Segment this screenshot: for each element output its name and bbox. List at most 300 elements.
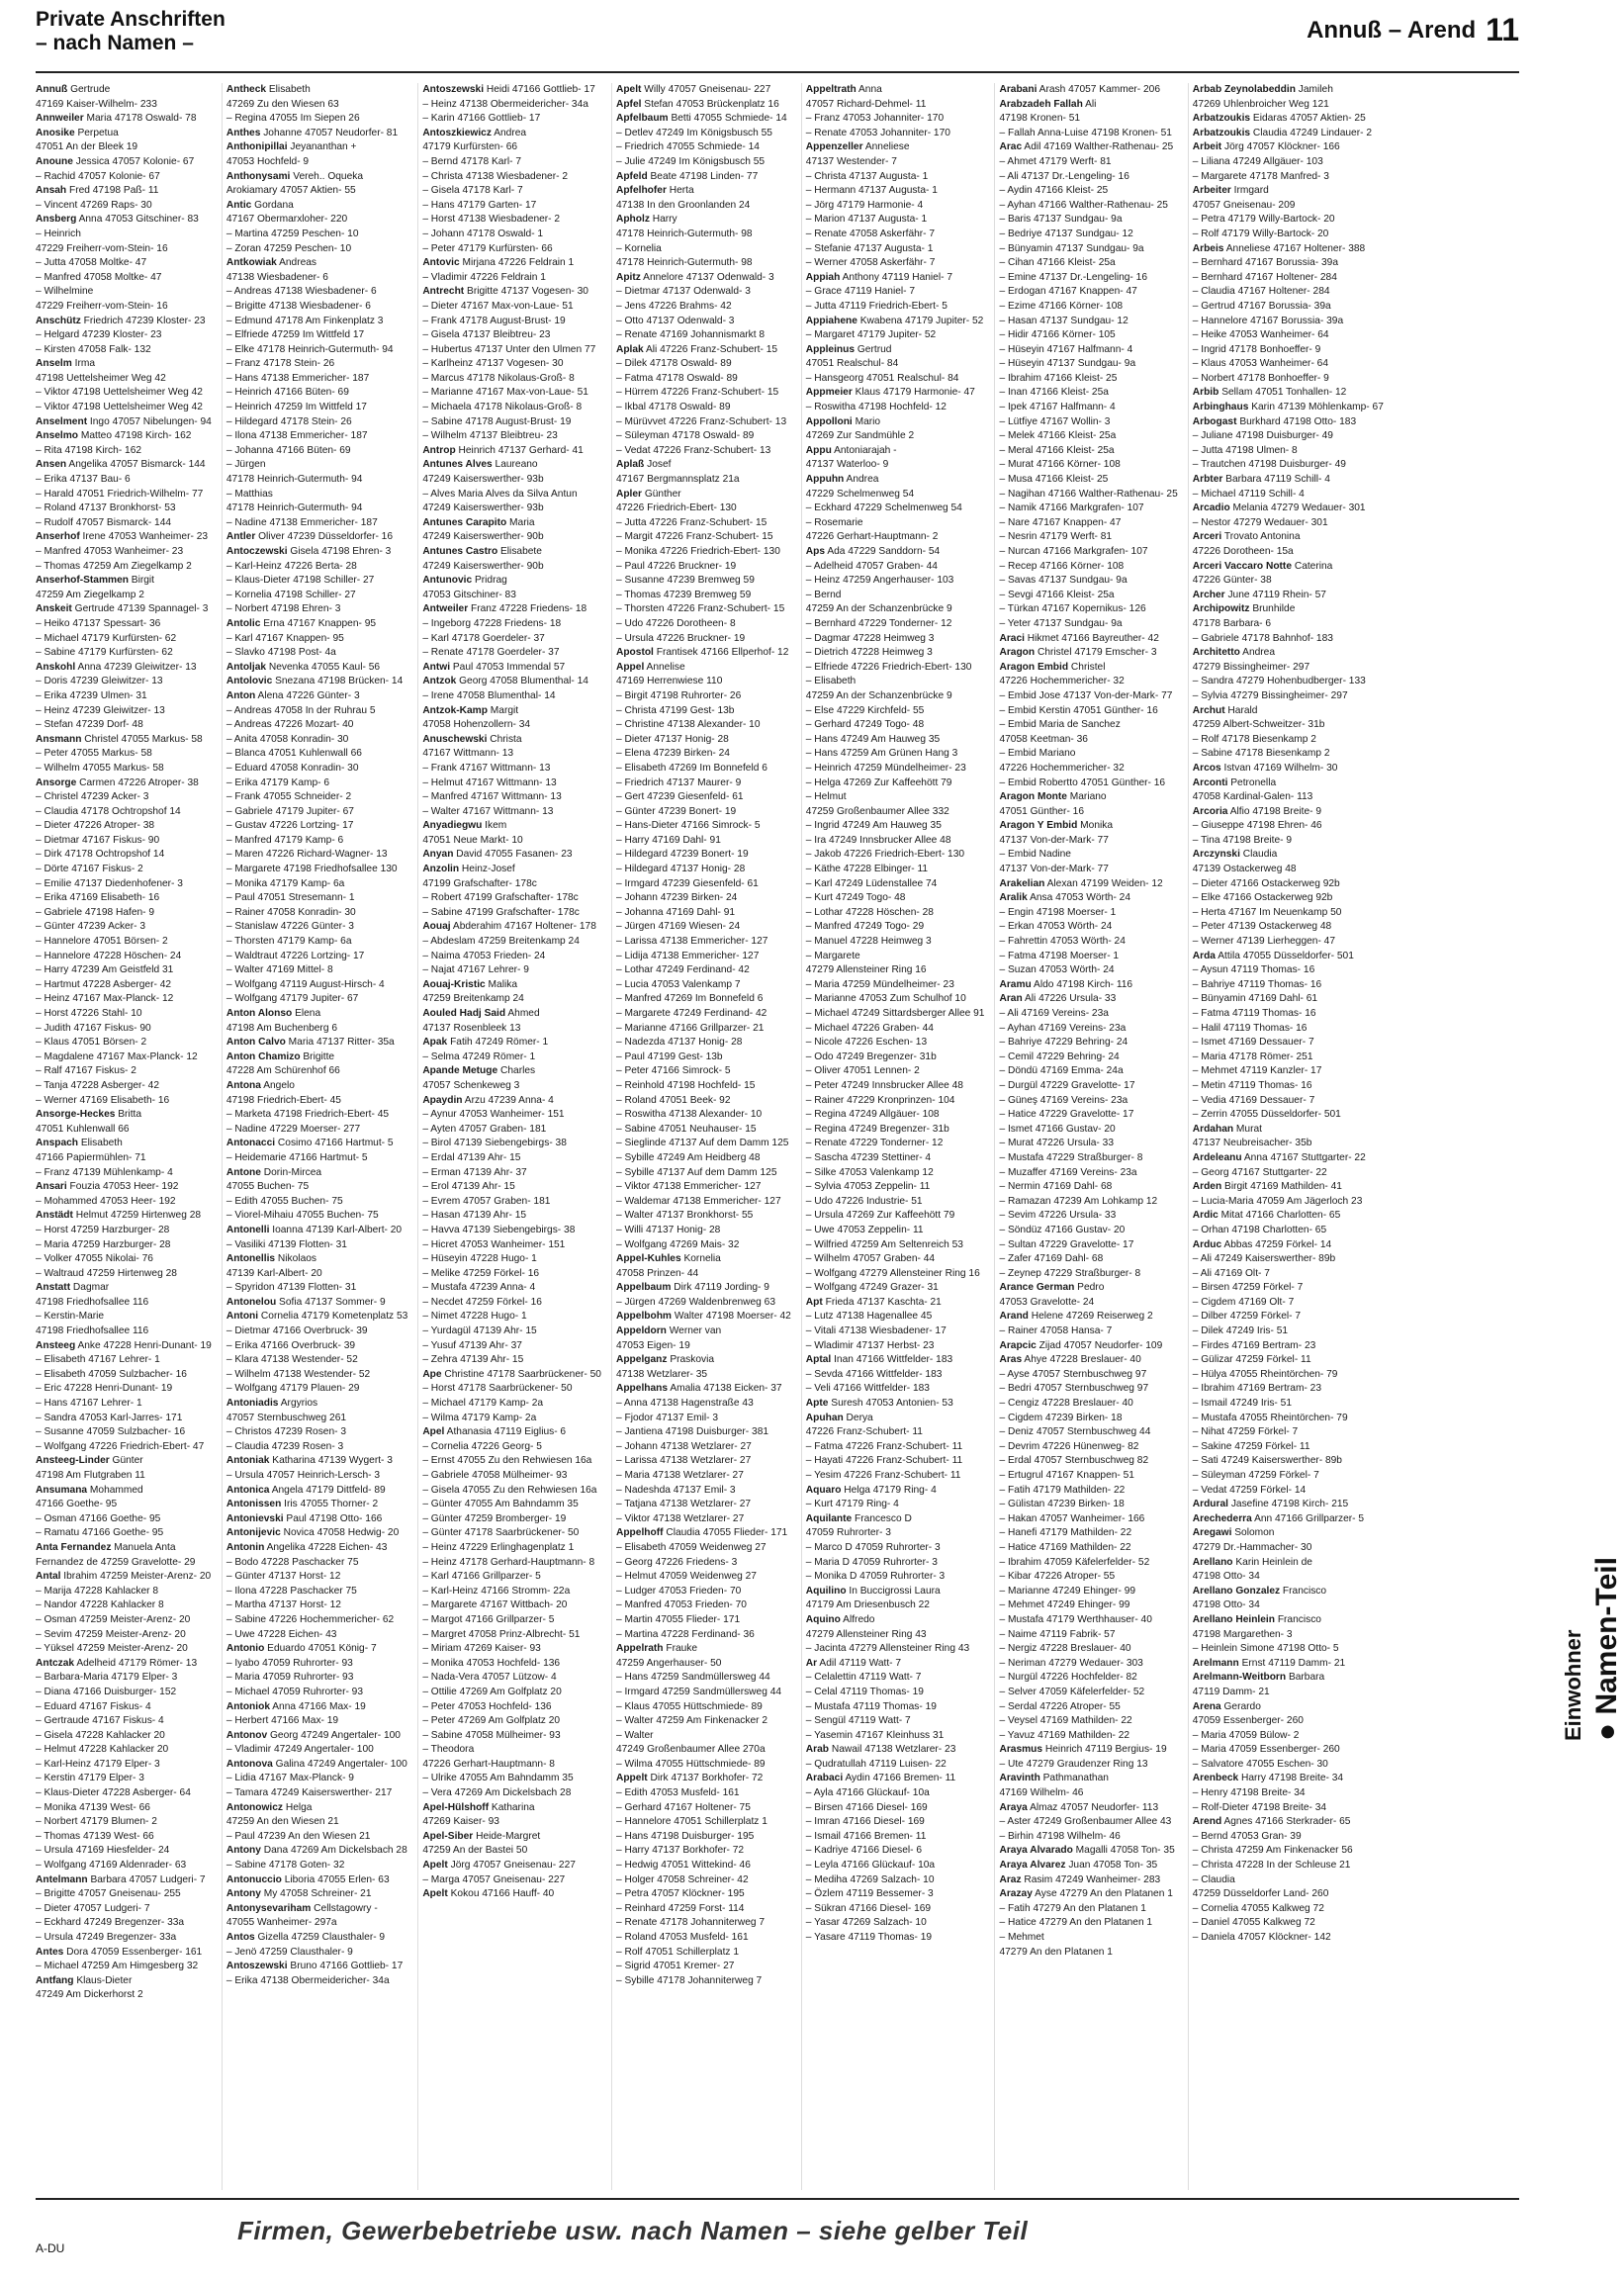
- entry-details: Abbas 47259 Förkel- 14: [1221, 1238, 1332, 1250]
- directory-entry: [422, 661, 601, 676]
- directory-entry: [616, 83, 791, 98]
- entry-details: 47259 An der Schanzenbrücke 9: [805, 603, 952, 615]
- entry-details: Klaus-Dieter: [73, 1974, 133, 1986]
- directory-entry: [806, 199, 985, 214]
- entry-details: Margit: [487, 704, 519, 716]
- directory-entry: [999, 1022, 1177, 1037]
- directory-entry: [1193, 242, 1384, 257]
- entry-details: – Viktor 47138 Wetzlarer- 27: [615, 1512, 745, 1524]
- directory-entry: [999, 83, 1177, 98]
- entry-surname: Antony: [226, 1845, 261, 1857]
- entry-details: 47228 Am Schürenhof 66: [226, 1065, 340, 1077]
- directory-entry: [999, 906, 1177, 921]
- directory-entry: [36, 1412, 212, 1426]
- entry-details: – Juliane 47198 Duisburger- 49: [1192, 430, 1333, 442]
- entry-details: Dirk 47137 Borkhofer- 72: [647, 1773, 764, 1784]
- entry-details: 47167 Bergmannsplatz 21a: [615, 474, 740, 486]
- directory-entry: [36, 458, 212, 473]
- footer-notice: Firmen, Gewerbebetriebe usw. nach Namen – siehe gelber Teil: [237, 2216, 1029, 2245]
- directory-entry: [806, 1570, 985, 1585]
- directory-entry: [806, 574, 985, 589]
- directory-entry: [616, 1671, 791, 1686]
- directory-entry: [36, 285, 212, 300]
- entry-details: 47137 Neubreisacher- 35b: [1192, 1138, 1312, 1149]
- directory-entry: [616, 1137, 791, 1151]
- directory-entry: [806, 689, 985, 704]
- entry-details: 47178 Heinrich-Gutermuth- 94: [226, 474, 363, 486]
- directory-entry: [36, 1815, 212, 1830]
- entry-details: – Silke 47053 Valenkamp 12: [805, 1166, 934, 1178]
- entry-details: – Nurcan 47166 Markgrafen- 107: [999, 546, 1148, 557]
- directory-entry: [226, 863, 407, 877]
- directory-entry: [806, 1195, 985, 1210]
- entry-details: – Magdalene 47167 Max-Planck- 12: [36, 1050, 198, 1062]
- entry-details: – Manfred 47249 Togo- 29: [805, 921, 925, 933]
- directory-entry: [999, 675, 1177, 689]
- directory-entry: [806, 589, 985, 603]
- directory-entry: [226, 1671, 407, 1686]
- directory-entry: [422, 733, 601, 748]
- directory-entry: [999, 1050, 1177, 1065]
- entry-surname: Apt: [805, 1296, 823, 1308]
- directory-entry: [999, 762, 1177, 776]
- entry-details: – Werner 47139 Lierheggen- 47: [1192, 936, 1336, 948]
- directory-entry: [616, 242, 791, 257]
- directory-entry: [806, 1772, 985, 1786]
- directory-entry: [422, 458, 601, 473]
- directory-entry: [226, 1425, 407, 1440]
- entry-surname: Arelmann: [1192, 1657, 1239, 1669]
- entry-details: – Aydin 47166 Kleist- 25: [999, 185, 1109, 197]
- directory-entry: [226, 1324, 407, 1339]
- entry-details: 47167 Wittmann- 13: [422, 748, 514, 760]
- directory-entry: [422, 1859, 601, 1873]
- entry-details: – Harald 47051 Friedrich-Wilhelm- 77: [36, 488, 204, 500]
- entry-details: Anna 47166 Max- 19: [269, 1700, 366, 1712]
- directory-entry: [999, 415, 1177, 430]
- directory-entry: [999, 112, 1177, 127]
- entry-details: Dana 47269 Am Dickelsbach 28: [260, 1845, 407, 1857]
- directory-entry: [422, 1108, 601, 1123]
- entry-details: – Ute 47279 Graudenzer Ring 13: [999, 1758, 1148, 1770]
- directory-entry: [226, 170, 407, 185]
- entry-surname: Antes: [36, 1946, 64, 1958]
- entry-details: – Salvatore 47055 Eschen- 30: [1192, 1758, 1328, 1770]
- entry-details: – Tina 47198 Breite- 9: [1192, 834, 1293, 846]
- entry-surname: Antonov: [226, 1729, 268, 1741]
- directory-entry: [36, 935, 212, 950]
- directory-entry: [999, 1671, 1177, 1686]
- directory-entry: [999, 1931, 1177, 1946]
- directory-entry: [1193, 458, 1384, 473]
- entry-surname: Araz: [999, 1873, 1022, 1885]
- directory-entry: [226, 242, 407, 257]
- directory-entry: [806, 978, 985, 993]
- directory-entry: [999, 98, 1177, 113]
- directory-entry: [1193, 1036, 1384, 1050]
- entry-surname: Arbib: [1192, 387, 1219, 399]
- entry-details: – Reinhold 47198 Hochfeld- 15: [615, 1079, 756, 1091]
- entry-details: – Ulrike 47055 Am Bahndamm 35: [422, 1773, 574, 1784]
- entry-details: – Manfred 47167 Wittmann- 13: [422, 791, 562, 803]
- entry-details: Gordana: [251, 199, 294, 211]
- entry-surname: Anzolin: [422, 864, 460, 875]
- directory-entry: [616, 1556, 791, 1571]
- directory-entry: [1193, 1556, 1384, 1571]
- entry-surname: Anta Fernandez: [36, 1541, 112, 1553]
- page-header: [36, 8, 1519, 69]
- directory-entry: [36, 140, 212, 155]
- directory-entry: [806, 733, 985, 748]
- entry-surname: Ansah: [36, 185, 67, 197]
- directory-entry: [616, 877, 791, 892]
- entry-surname: Antony: [226, 1888, 261, 1900]
- directory-entry: [422, 1425, 601, 1440]
- entry-details: – Karin 47166 Gottlieb- 17: [422, 113, 541, 125]
- directory-entry: [226, 328, 407, 343]
- directory-entry: [226, 1224, 407, 1238]
- directory-entry: [999, 1743, 1177, 1758]
- entry-details: – Wolfgang 47279 Allensteiner Ring 16: [805, 1267, 980, 1279]
- directory-entry: [36, 646, 212, 661]
- entry-surname: Antic: [226, 199, 252, 211]
- entry-details: – Thorsten 47226 Franz-Schubert- 15: [615, 603, 785, 615]
- entry-details: – Hildegard 47137 Honig- 28: [615, 864, 746, 875]
- entry-details: Paul 47198 Otto- 166: [283, 1512, 383, 1524]
- directory-entry: [999, 1598, 1177, 1613]
- entry-details: 47226 Gerhart-Hauptmann- 2: [805, 531, 939, 543]
- directory-entry: [226, 315, 407, 329]
- entry-details: – Margarete 47249 Ferdinand- 42: [615, 1008, 767, 1019]
- directory-entry: [36, 1339, 212, 1354]
- entry-details: – Else 47229 Kirchfeld- 55: [805, 704, 925, 716]
- directory-entry: [616, 213, 791, 228]
- entry-details: Kornelia: [680, 1253, 721, 1265]
- entry-surname: Arbatzoukis: [1192, 113, 1251, 125]
- entry-surname: Appu: [805, 444, 832, 456]
- directory-entry: [36, 98, 212, 113]
- entry-details: – Bernd 47053 Gran- 39: [1192, 1830, 1302, 1842]
- entry-details: 47137 Rosenbleek 13: [422, 1022, 521, 1034]
- directory-entry: [226, 1526, 407, 1541]
- entry-details: 47269 Uhlenbroicher Weg 121: [1192, 98, 1329, 110]
- directory-entry: [422, 1007, 601, 1022]
- entry-surname: Anspach: [36, 1138, 79, 1149]
- entry-surname: Anoune: [36, 155, 73, 167]
- directory-entry: [1193, 1412, 1384, 1426]
- entry-details: – Erdal 47139 Ahr- 15: [422, 1151, 521, 1163]
- entry-details: Jasefine 47198 Kirch- 215: [1228, 1499, 1349, 1510]
- directory-entry: [616, 675, 791, 689]
- entry-details: – Cornelia 47055 Kalkweg 72: [1192, 1902, 1324, 1914]
- entry-details: – Yavuz 47169 Mathilden- 22: [999, 1729, 1130, 1741]
- directory-entry: [616, 1541, 791, 1556]
- entry-details: – Ingrid 47249 Am Hauweg 35: [805, 820, 942, 832]
- entry-surname: Arcoria: [1192, 805, 1228, 817]
- entry-surname: Aplaß: [615, 459, 645, 471]
- directory-entry: [999, 386, 1177, 401]
- directory-entry: [36, 1484, 212, 1499]
- directory-entry: [36, 1743, 212, 1758]
- directory-entry: [616, 1440, 791, 1455]
- entry-details: – Eckhard 47229 Schelmenweg 54: [805, 502, 962, 514]
- entry-details: Anna 47167 Stuttgarter- 22: [1241, 1151, 1366, 1163]
- entry-details: – Ali 47169 Olt- 7: [1192, 1267, 1270, 1279]
- entry-details: – Yusuf 47139 Ahr- 37: [422, 1339, 522, 1351]
- entry-details: – Margret 47058 Prinz-Albrecht- 51: [422, 1628, 581, 1640]
- entry-details: 47051 Günther- 16: [999, 805, 1084, 817]
- directory-entry: [36, 805, 212, 820]
- directory-entry: [422, 1556, 601, 1571]
- directory-entry: [999, 1079, 1177, 1094]
- entry-details: – Yeter 47137 Sundgau- 9a: [999, 617, 1123, 629]
- directory-entry: [226, 1801, 407, 1816]
- entry-details: – Ursula 47249 Bregenzer- 33a: [36, 1932, 177, 1943]
- entry-details: – Johann 47239 Birken- 24: [615, 892, 738, 904]
- directory-entry: [616, 1310, 791, 1324]
- entry-details: – Neriman 47279 Wedauer- 303: [999, 1657, 1143, 1669]
- directory-entry: [1193, 1729, 1384, 1744]
- entry-details: – Mehmet 47119 Kanzler- 17: [1192, 1065, 1322, 1077]
- entry-details: – Dieter 47226 Atroper- 38: [36, 820, 155, 832]
- entry-details: – Kibar 47226 Atroper- 55: [999, 1571, 1116, 1583]
- directory-entry: [806, 819, 985, 834]
- entry-details: – Sandra 47053 Karl-Jarres- 171: [36, 1412, 183, 1423]
- directory-entry: [422, 1412, 601, 1426]
- directory-entry: [422, 444, 601, 459]
- entry-details: – Dagmar 47228 Heimweg 3: [805, 632, 935, 644]
- entry-details: – Fatma 47226 Franz-Schubert- 11: [805, 1440, 963, 1452]
- directory-entry: [226, 1556, 407, 1571]
- entry-surname: Apel-Hülshoff: [422, 1801, 490, 1813]
- directory-entry: [616, 1007, 791, 1022]
- directory-entry: [422, 992, 601, 1007]
- directory-entry: [1193, 357, 1384, 372]
- entry-details: – Meral 47166 Kleist- 25a: [999, 444, 1115, 456]
- entry-details: – Ali 47137 Dr.-Lengeling- 16: [999, 170, 1129, 182]
- entry-details: Jeyananthan +: [287, 141, 357, 153]
- entry-details: – Marketa 47198 Friedrich-Ebert- 45: [226, 1109, 390, 1121]
- directory-entry: [226, 704, 407, 719]
- entry-details: – Kurt 47249 Togo- 48: [805, 892, 906, 904]
- entry-surname: Anselm: [36, 358, 72, 370]
- entry-surname: Aquilante: [805, 1512, 853, 1524]
- entry-details: 47259 Angerhauser- 50: [615, 1657, 722, 1669]
- directory-entry: [422, 963, 601, 978]
- entry-details: – Viorel-Mihaiu 47055 Buchen- 75: [226, 1210, 379, 1222]
- entry-details: 47259 Großenbaumer Allee 332: [805, 805, 949, 817]
- directory-entry: [616, 1786, 791, 1801]
- entry-details: – Monika 47139 West- 66: [36, 1801, 150, 1813]
- directory-entry: [1193, 1671, 1384, 1686]
- entry-details: – Sandra 47279 Hohenbudberger- 133: [1192, 676, 1366, 687]
- directory-entry: [422, 112, 601, 127]
- entry-details: – Heinrich 47166 Büten- 69: [226, 387, 349, 399]
- entry-details: – Nare 47167 Knappen- 47: [999, 516, 1122, 528]
- entry-surname: Antoniadis: [226, 1398, 279, 1410]
- directory-entry: [36, 602, 212, 617]
- entry-details: – Stanislaw 47226 Günter- 3: [226, 921, 354, 933]
- directory-entry: [999, 589, 1177, 603]
- entry-details: 47138 Wiesbadener- 6: [226, 271, 328, 283]
- directory-entry: [999, 1007, 1177, 1022]
- directory-entry: [226, 1585, 407, 1599]
- entry-details: – Harry 47137 Borkhofer- 72: [615, 1845, 745, 1857]
- entry-details: Ahye 47228 Breslauer- 40: [1022, 1354, 1141, 1366]
- directory-entry: [806, 1541, 985, 1556]
- entry-details: – Günter 47239 Bonert- 19: [615, 805, 737, 817]
- entry-details: – Monika D 47059 Ruhrorter- 3: [805, 1571, 946, 1583]
- entry-details: – Nada-Vera 47057 Lützow- 4: [422, 1672, 557, 1684]
- entry-details: – Recep 47166 Körner- 108: [999, 560, 1125, 572]
- entry-details: – Wilhelm 47055 Markus- 58: [36, 762, 164, 774]
- directory-entry: [1193, 1382, 1384, 1397]
- directory-entry: [616, 589, 791, 603]
- entry-surname: Aquino: [805, 1613, 841, 1625]
- entry-details: – Alves Maria Alves da Silva Antun: [422, 488, 578, 500]
- directory-entry: [999, 1556, 1177, 1571]
- directory-column: [222, 83, 407, 2190]
- entry-details: – Manfred 47269 Im Bonnefeld 6: [615, 993, 764, 1005]
- entry-surname: Arelmann-Weitborn: [1192, 1672, 1287, 1684]
- entry-details: – Miriam 47269 Kaiser- 93: [422, 1643, 541, 1655]
- entry-details: – Fatih 47179 Mathilden- 22: [999, 1484, 1126, 1496]
- entry-details: Gisela 47198 Ehren- 3: [287, 546, 392, 557]
- entry-surname: Arellano Gonzalez: [1192, 1585, 1281, 1597]
- directory-entry: [616, 516, 791, 531]
- header-rule: [36, 71, 1519, 73]
- directory-entry: [999, 213, 1177, 228]
- entry-surname: Ansberg: [36, 214, 77, 226]
- directory-entry: [616, 704, 791, 719]
- entry-surname: Appel: [615, 661, 645, 673]
- directory-entry: [999, 1454, 1177, 1469]
- directory-entry: [806, 1296, 985, 1311]
- entry-details: – Claudia 47167 Holtener- 284: [1192, 286, 1330, 298]
- directory-entry: [1193, 978, 1384, 993]
- entry-surname: Ansen: [36, 459, 67, 471]
- entry-details: – Sabine 47199 Grafschafter- 178c: [422, 906, 580, 918]
- entry-details: – Eckhard 47249 Bregenzer- 33a: [36, 1917, 185, 1929]
- directory-entry: [616, 1657, 791, 1672]
- entry-details: 47057 Richard-Dehmel- 11: [805, 98, 927, 110]
- directory-entry: [1193, 1916, 1384, 1931]
- directory-entry: [806, 1454, 985, 1469]
- side-tab-line1: Einwohner: [1561, 1629, 1585, 1741]
- entry-details: – Karl-Heinz 47226 Berta- 28: [226, 560, 357, 572]
- entry-surname: Arceri Vaccaro Notte: [1192, 560, 1292, 572]
- entry-details: – Havva 47139 Siebengebirgs- 38: [422, 1224, 576, 1235]
- entry-surname: Ansari: [36, 1181, 67, 1193]
- entry-details: – Vedat 47259 Förkel- 14: [1192, 1484, 1307, 1496]
- directory-entry: [806, 1397, 985, 1412]
- directory-entry: [1193, 256, 1384, 271]
- entry-details: – Karl-Heinz 47179 Elper- 3: [36, 1758, 160, 1770]
- directory-entry: [36, 1498, 212, 1512]
- directory-entry: [616, 1613, 791, 1628]
- entry-details: – Ursula 47269 Zur Kaffeehött 79: [805, 1210, 955, 1222]
- directory-entry: [1193, 1296, 1384, 1311]
- directory-entry: [1193, 1498, 1384, 1512]
- directory-entry: [422, 863, 601, 877]
- entry-details: – Manfred 47058 Moltke- 47: [36, 271, 162, 283]
- entry-details: – Peter 47053 Hochfeld- 136: [422, 1700, 552, 1712]
- entry-surname: Architetto: [1192, 647, 1240, 659]
- entry-details: Sofia 47137 Sommer- 9: [276, 1296, 386, 1308]
- directory-entry: [36, 891, 212, 906]
- directory-entry: [422, 1772, 601, 1786]
- entry-details: – Fahrettin 47053 Wörth- 24: [999, 936, 1126, 948]
- directory-entry: [999, 1180, 1177, 1195]
- directory-entry: [616, 1151, 791, 1166]
- entry-details: 47226 Günter- 38: [1192, 575, 1272, 587]
- entry-details: – Devrim 47226 Hünenweg- 82: [999, 1440, 1139, 1452]
- entry-details: 47259 Albert-Schweitzer- 31b: [1192, 719, 1325, 731]
- directory-entry: [36, 1598, 212, 1613]
- entry-details: – Detlev 47249 Im Königsbusch 55: [615, 127, 772, 138]
- entry-details: – Christa 47228 In der Schleuse 21: [1192, 1860, 1351, 1872]
- directory-entry: [806, 1758, 985, 1773]
- entry-details: – Eduard 47058 Konradin- 30: [226, 762, 359, 774]
- entry-details: – Veysel 47169 Mathilden- 22: [999, 1715, 1132, 1727]
- entry-details: – Gisela 47055 Zu den Rehwiesen 16a: [422, 1484, 597, 1496]
- directory-entry: [422, 1498, 601, 1512]
- entry-details: – Paul 47226 Bruckner- 19: [615, 560, 737, 572]
- directory-entry: [999, 1137, 1177, 1151]
- entry-details: – Lothar 47228 Höschen- 28: [805, 906, 934, 918]
- entry-details: Ioanna 47139 Karl-Albert- 20: [269, 1224, 403, 1235]
- directory-entry: [616, 140, 791, 155]
- directory-entry: [616, 935, 791, 950]
- directory-entry: [1193, 1397, 1384, 1412]
- entry-details: – Udo 47226 Dorotheen- 8: [615, 617, 736, 629]
- directory-entry: [999, 1498, 1177, 1512]
- entry-details: – Thorsten 47179 Kamp- 6a: [226, 936, 352, 948]
- entry-details: – Wolfgang 47249 Grazer- 31: [805, 1282, 939, 1294]
- entry-surname: Antunovic: [422, 575, 473, 587]
- entry-details: – Nicole 47226 Eschen- 13: [805, 1037, 928, 1049]
- directory-entry: [226, 1743, 407, 1758]
- entry-details: – Monika 47179 Kamp- 6a: [226, 877, 345, 889]
- entry-details: – Vladimir 47226 Feldrain 1: [422, 271, 546, 283]
- entry-details: – Horst 47178 Saarbrückener- 50: [422, 1383, 573, 1395]
- entry-details: – Karl 47167 Knappen- 95: [226, 632, 344, 644]
- directory-entry: [999, 978, 1177, 993]
- entry-details: – Julie 47249 Im Königsbusch 55: [615, 155, 766, 167]
- entry-details: – Nadine 47229 Moerser- 277: [226, 1123, 361, 1135]
- entry-details: 47279 Allensteiner Ring 16: [805, 964, 927, 976]
- directory-entry: [806, 1353, 985, 1368]
- directory-entry: [422, 1151, 601, 1166]
- entry-details: – Melike 47259 Förkel- 16: [422, 1267, 540, 1279]
- entry-details: – Heinz 47239 Gleiwitzer- 13: [36, 704, 165, 716]
- entry-details: – Yurdagül 47139 Ahr- 15: [422, 1325, 537, 1337]
- entry-details: – Gertraude 47167 Fiskus- 4: [36, 1715, 164, 1727]
- entry-surname: Antonacci: [226, 1138, 276, 1149]
- entry-details: – Martha 47137 Horst- 12: [226, 1599, 341, 1611]
- directory-entry: [422, 372, 601, 387]
- entry-details: Cornelia 47179 Kometenplatz 53: [258, 1311, 408, 1323]
- entry-details: – Nihat 47259 Förkel- 7: [1192, 1426, 1299, 1438]
- entry-details: – Dietmar 47166 Overbruck- 39: [226, 1325, 368, 1337]
- entry-surname: Anton: [226, 689, 256, 701]
- entry-details: – Larissa 47138 Wetzlarer- 27: [615, 1455, 752, 1467]
- directory-entry: [36, 661, 212, 676]
- directory-entry: [422, 1166, 601, 1181]
- entry-surname: Arena: [1192, 1700, 1221, 1712]
- directory-entry: [616, 1353, 791, 1368]
- entry-details: 47053 Gravelotte- 24: [999, 1296, 1095, 1308]
